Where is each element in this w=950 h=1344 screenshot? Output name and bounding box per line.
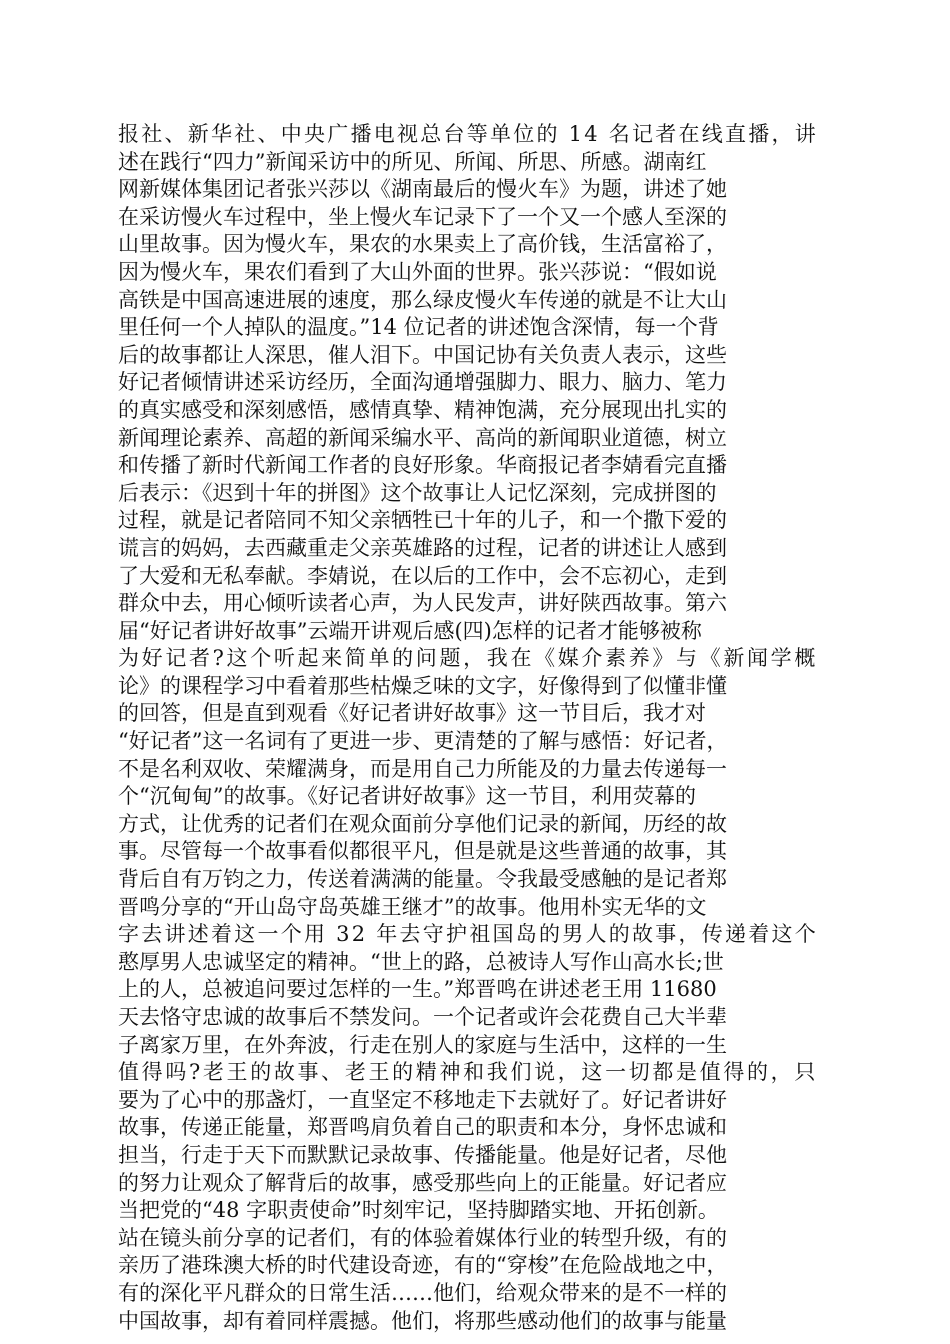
- text-line: 要为了心中的那盏灯，一直坚定不移地走下去就好了。好记者讲好: [118, 1087, 727, 1112]
- text-line: 新闻理论素养、高超的新闻采编水平、高尚的新闻职业道德，树立: [118, 425, 727, 450]
- text-line: 为好记者?这个听起来简单的问题，我在《媒介素养》与《新闻学概: [118, 646, 818, 671]
- text-line: 憨厚男人忠诚坚定的精神。“世上的路，总被诗人写作山高水长;世: [118, 949, 724, 974]
- text-line: 报社、新华社、中央广播电视总台等单位的 14 名记者在线直播，讲: [118, 122, 818, 146]
- text-line: 论》的课程学习中看着那些枯燥乏味的文字，好像得到了似懂非懂: [118, 673, 727, 698]
- text-line: 站在镜头前分享的记者们，有的体验着媒体行业的转型升级，有的: [118, 1225, 727, 1250]
- text-line: 里任何一个人掉队的温度。”14 位记者的讲述饱含深情，每一个背: [118, 315, 719, 340]
- text-line: 子离家万里，在外奔波，行走在别人的家庭与生活中，这样的一生: [118, 1032, 727, 1057]
- text-line: 因为慢火车，果农们看到了大山外面的世界。张兴莎说：“假如说: [118, 259, 717, 284]
- text-line: 谎言的妈妈，去西藏重走父亲英雄路的过程，记者的讲述让人感到: [118, 535, 727, 560]
- text-line: 方式，让优秀的记者们在观众面前分享他们记录的新闻，历经的故: [118, 811, 727, 836]
- text-line: 高铁是中国高速进展的速度，那么绿皮慢火车传递的就是不让大山: [118, 287, 727, 312]
- body-text: [118, 121, 818, 1335]
- text-line: 网新媒体集团记者张兴莎以《湖南最后的慢火车》为题，讲述了她: [118, 177, 727, 202]
- text-line: 述在践行“四力”新闻采访中的所见、所闻、所思、所感。湖南红: [118, 149, 707, 174]
- text-line: 过程，就是记者陪同不知父亲牺牲已十年的儿子，和一个撒下爱的: [118, 508, 727, 533]
- text-line: 的真实感受和深刻感悟，感情真挚、精神饱满，充分展现出扎实的: [118, 397, 727, 422]
- text-line: “好记者”这一名词有了更进一步、更清楚的了解与感悟：好记者，: [118, 729, 728, 754]
- text-line: 有的深化平凡群众的日常生活……他们，给观众带来的是不一样的: [118, 1280, 727, 1305]
- text-line: 不是名利双收、荣耀满身，而是用自己力所能及的力量去传递每一: [118, 756, 727, 781]
- text-line: 后的故事都让人深思，催人泪下。中国记协有关负责人表示，这些: [118, 342, 727, 367]
- text-line: 中国故事，却有着同样震撼。他们，将那些感动他们的故事与能量: [118, 1308, 727, 1333]
- text-line: 后表示：《迟到十年的拼图》这个故事让人记忆深刻，完成拼图的: [118, 480, 717, 505]
- text-line: 届“好记者讲好故事”云端开讲观后感(四)怎样的记者才能够被称: [118, 618, 702, 643]
- text-line: 字去讲述着这一个用 32 年去守护祖国岛的男人的故事，传递着这个: [118, 922, 818, 947]
- text-line: 的回答，但是直到观看《好记者讲好故事》这一节目后，我才对: [118, 701, 706, 726]
- text-line: 的努力让观众了解背后的故事，感受那些向上的正能量。好记者应: [118, 1170, 727, 1195]
- text-line: 上的人，总被追问要过怎样的一生。”郑晋鸣在讲述老王用 11680: [118, 977, 717, 1002]
- text-line: 天去恪守忠诚的故事后不禁发问。一个记者或许会花费自己大半辈: [118, 1005, 727, 1029]
- text-line: 山里故事。因为慢火车，果农的水果卖上了高价钱，生活富裕了，: [118, 232, 727, 257]
- text-line: 好记者倾情讲述采访经历，全面沟通增强脚力、眼力、脑力、笔力: [118, 370, 727, 395]
- text-line: 故事，传递正能量，郑晋鸣肩负着自己的职责和本分，身怀忠诚和: [118, 1115, 727, 1140]
- text-line: 事。尽管每一个故事看似都很平凡，但是就是这些普通的故事，其: [118, 839, 727, 864]
- text-line: 了大爱和无私奉献。李婧说，在以后的工作中，会不忘初心，走到: [118, 563, 727, 588]
- text-line: 担当，行走于天下而默默记录故事、传播能量。他是好记者，尽他: [118, 1142, 727, 1167]
- text-line: 亲历了港珠澳大桥的时代建设奇迹，有的“穿梭”在危险战地之中，: [118, 1253, 728, 1278]
- text-line: 在采访慢火车过程中，坐上慢火车记录下了一个又一个感人至深的: [118, 204, 727, 229]
- text-line: 个“沉甸甸”的故事。《好记者讲好故事》这一节目，利用荧幕的: [118, 784, 696, 809]
- text-line: 值得吗?老王的故事、老王的精神和我们说，这一切都是值得的，只: [118, 1060, 818, 1085]
- text-line: 背后自有万钧之力，传送着满满的能量。令我最受感触的是记者郑: [118, 867, 727, 892]
- text-line: 和传播了新时代新闻工作者的良好形象。华商报记者李婧看完直播: [118, 453, 727, 478]
- text-line: 当把党的“48 字职责使命”时刻牢记，坚持脚踏实地、开拓创新。: [118, 1198, 719, 1223]
- text-line: 群众中去，用心倾听读者心声，为人民发声，讲好陕西故事。第六: [118, 591, 727, 616]
- text-line: 晋鸣分享的“开山岛守岛英雄王继才”的故事。他用朴实无华的文: [118, 894, 707, 919]
